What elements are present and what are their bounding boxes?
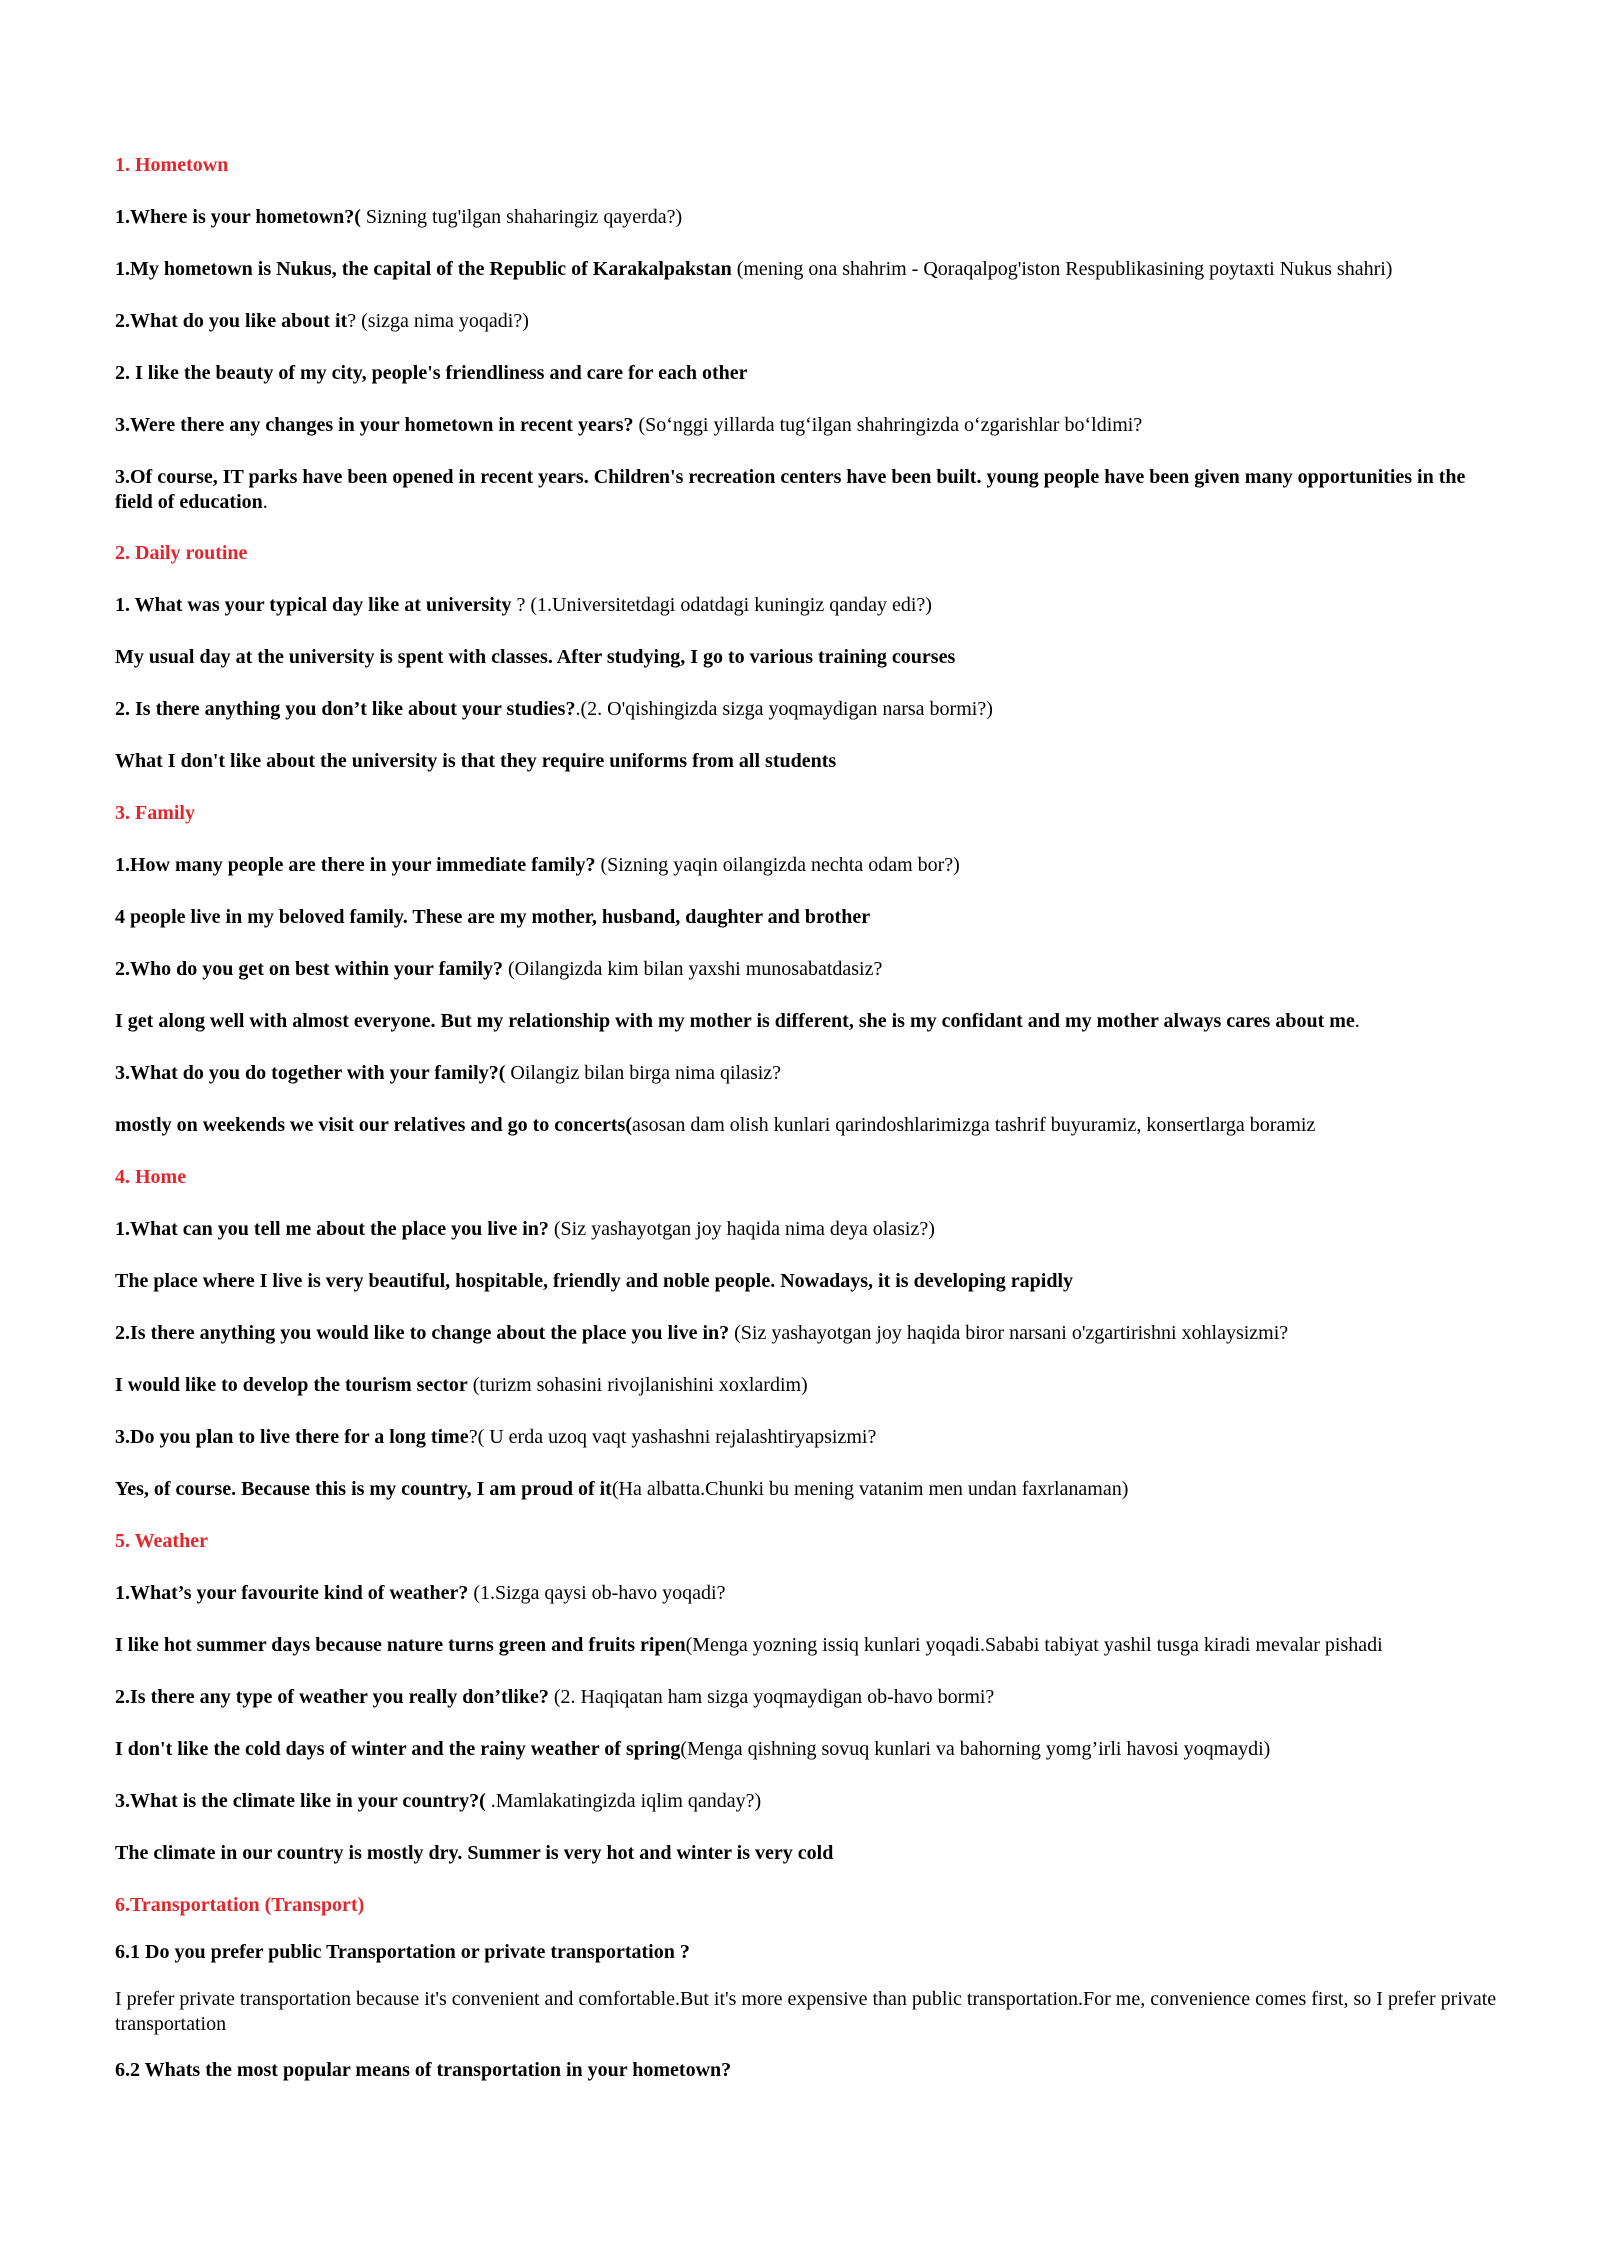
question-line xyxy=(115,1321,1505,1346)
answer-line xyxy=(115,905,1505,930)
translation-text: (1.Sizga qaysi ob-havo yoqadi? xyxy=(468,1582,726,1604)
question-text: 2. Is there anything you don’t like about your studies? xyxy=(115,698,576,720)
translation-text: .Mamlakatingizda iqlim qanday?) xyxy=(485,1790,762,1812)
question-text: 3.Do you plan to live there for a long time xyxy=(115,1426,469,1448)
answer-line xyxy=(115,1269,1505,1294)
translation-text: (mening ona shahrim - Qoraqalpog'iston Respublikasining poytaxti Nukus shahri) xyxy=(731,258,1393,280)
question-text: 3.What do you do together with your family?( xyxy=(115,1062,506,1084)
answer-line xyxy=(115,749,1505,774)
answer-line xyxy=(115,1633,1505,1658)
answer-line xyxy=(115,1009,1505,1034)
question-line xyxy=(115,309,1505,334)
answer-line xyxy=(115,1373,1505,1398)
answer-line xyxy=(115,257,1505,282)
translation-text: (So‘nggi yillarda tug‘ilgan shahringizda o‘zgarishlar bo‘ldimi? xyxy=(633,414,1143,436)
answer-text: 2. I like the beauty of my city, people's friendliness and care for each other xyxy=(115,362,748,384)
question-line xyxy=(115,1061,1505,1086)
translation-text: Sizning tug'ilgan shaharingiz qayerda?) xyxy=(360,206,683,228)
translation-text: ?( U erda uzoq vaqt yashashni rejalashtiryapsizmi? xyxy=(468,1426,877,1448)
answer-line xyxy=(115,465,1505,515)
question-line xyxy=(115,1685,1505,1710)
section-heading-hometown: 1. Hometown xyxy=(115,154,229,176)
translation-text: .(2. O'qishingizda sizga yoqmaydigan narsa bormi?) xyxy=(575,698,993,720)
section-heading-daily-routine: 2. Daily routine xyxy=(115,542,248,564)
translation-text: (Sizning yaqin oilangizda nechta odam bor?) xyxy=(595,854,960,876)
question-text: 2.What do you like about it xyxy=(115,310,348,332)
translation-text: ? (sizga nima yoqadi?) xyxy=(347,310,529,332)
question-line xyxy=(115,1940,1505,1965)
question-text: 2.Is there any type of weather you really don’tlike? xyxy=(115,1686,549,1708)
question-line xyxy=(115,697,1505,722)
question-text: 1.How many people are there in your immediate family? xyxy=(115,854,596,876)
answer-text: The climate in our country is mostly dry. Summer is very hot and winter is very cold xyxy=(115,1842,834,1864)
question-text: 3.Were there any changes in your hometown in recent years? xyxy=(115,414,634,436)
answer-text: 3.Of course, IT parks have been opened in recent years. Children's recreation centers have been built. young people have been given many opportunities in the field of education xyxy=(115,466,1466,513)
question-text: 2.Who do you get on best within your family? xyxy=(115,958,504,980)
answer-text: 4 people live in my beloved family. These are my mother, husband, daughter and brother xyxy=(115,906,871,928)
answer-text: I get along well with almost everyone. But my relationship with my mother is different, she is my confidant and my mother always cares about me xyxy=(115,1010,1355,1032)
section-heading-home: 4. Home xyxy=(115,1166,187,1188)
translation-text: (2. Haqiqatan ham sizga yoqmaydigan ob-havo bormi? xyxy=(548,1686,995,1708)
answer-text: 1.My hometown is Nukus, the capital of the Republic of Karakalpakstan xyxy=(115,258,732,280)
answer-text: I don't like the cold days of winter and the rainy weather of spring xyxy=(115,1738,681,1760)
question-line xyxy=(115,593,1505,618)
answer-text: My usual day at the university is spent with classes. After studying, I go to various training courses xyxy=(115,646,956,668)
question-line xyxy=(115,1581,1505,1606)
answer-line xyxy=(115,361,1505,386)
translation-text: (Ha albatta.Chunki bu mening vatanim men undan faxrlanaman) xyxy=(611,1478,1129,1500)
question-line xyxy=(115,1217,1505,1242)
question-line xyxy=(115,1789,1505,1814)
answer-normal-text: I prefer private transportation because it's convenient and comfortable.But it's more expensive than public transportation.For me, convenience comes first, so I prefer private transportation xyxy=(115,1988,1497,2035)
translation-text: . xyxy=(1354,1010,1360,1032)
answer-text: The place where I live is very beautiful, hospitable, friendly and noble people. Nowadays, it is developing rapidly xyxy=(115,1270,1074,1292)
answer-text: mostly on weekends we visit our relatives and go to concerts( xyxy=(115,1114,632,1136)
question-line xyxy=(115,853,1505,878)
question-text: 1.What’s your favourite kind of weather? xyxy=(115,1582,469,1604)
translation-text: (Siz yashayotgan joy haqida nima deya olasiz?) xyxy=(548,1218,935,1240)
question-text: 1.Where is your hometown?( xyxy=(115,206,361,228)
answer-line xyxy=(115,1841,1505,1866)
section-heading-weather: 5. Weather xyxy=(115,1530,208,1552)
answer-line xyxy=(115,645,1505,670)
question-line xyxy=(115,957,1505,982)
answer-text: I like hot summer days because nature turns green and fruits ripen xyxy=(115,1634,686,1656)
section-heading-family: 3. Family xyxy=(115,802,195,824)
translation-text: . xyxy=(262,491,268,513)
question-line xyxy=(115,2058,1505,2083)
question-text: 1.What can you tell me about the place you live in? xyxy=(115,1218,549,1240)
question-text: 6.1 Do you prefer public Transportation or private transportation ? xyxy=(115,1941,690,1963)
translation-text: (turizm sohasini rivojlanishini xoxlardim) xyxy=(467,1374,808,1396)
answer-line xyxy=(115,1477,1505,1502)
question-line xyxy=(115,1425,1505,1450)
answer-paragraph xyxy=(115,1987,1505,2037)
question-text: 1. What was your typical day like at university xyxy=(115,594,512,616)
translation-text: asosan dam olish kunlari qarindoshlarimizga tashrif buyuramiz, konsertlarga boramiz xyxy=(632,1114,1316,1136)
translation-text: (Oilangizda kim bilan yaxshi munosabatdasiz? xyxy=(503,958,883,980)
question-line xyxy=(115,205,1505,230)
translation-text: ? (1.Universitetdagi odatdagi kuningiz qanday edi?) xyxy=(511,594,932,616)
translation-text: (Menga yozning issiq kunlari yoqadi.Sababi tabiyat yashil tusga kiradi mevalar pishadi xyxy=(685,1634,1383,1656)
answer-text: I would like to develop the tourism sector xyxy=(115,1374,468,1396)
question-text: 3.What is the climate like in your country?( xyxy=(115,1790,486,1812)
translation-text: (Menga qishning sovuq kunlari va bahorning yomg’irli havosi yoqmaydi) xyxy=(680,1738,1271,1760)
translation-text: (Siz yashayotgan joy haqida biror narsani o'zgartirishni xohlaysizmi? xyxy=(729,1322,1289,1344)
section-heading-transportation: 6.Transportation (Transport) xyxy=(115,1894,365,1916)
question-line xyxy=(115,413,1505,438)
question-text: 2.Is there anything you would like to change about the place you live in? xyxy=(115,1322,730,1344)
answer-line xyxy=(115,1113,1505,1138)
translation-text: Oilangiz bilan birga nima qilasiz? xyxy=(505,1062,782,1084)
answer-text: What I don't like about the university is that they require uniforms from all students xyxy=(115,750,837,772)
answer-line xyxy=(115,1737,1505,1762)
answer-text: Yes, of course. Because this is my country, I am proud of it xyxy=(115,1478,612,1500)
question-text: 6.2 Whats the most popular means of transportation in your hometown? xyxy=(115,2059,732,2081)
